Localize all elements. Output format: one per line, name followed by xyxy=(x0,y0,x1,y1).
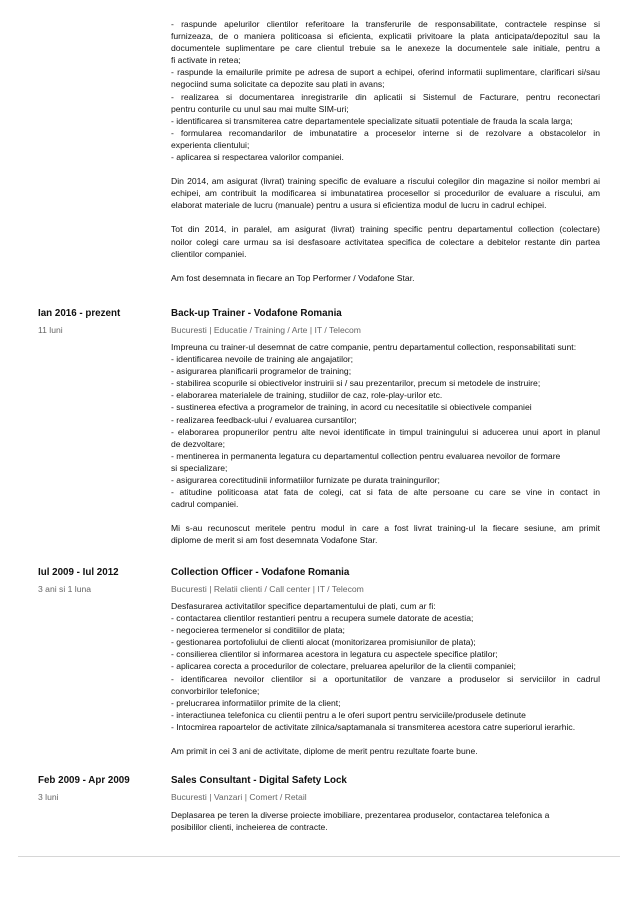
job-line: - elaborarea materialele de training, studiilor de caz, role-play-urilor etc. xyxy=(171,390,443,401)
job-line: Impreuna cu trainer-ul desemnat de catre companie, pentru departamentul collection, responsabilitati sunt: xyxy=(171,342,577,352)
job-period: Feb 2009 - Apr 2009 xyxy=(38,775,130,786)
intro-line: negociind suma solicitate ca depozite sau plati in avans; xyxy=(171,79,385,90)
job-line: cadrul companiei. xyxy=(171,499,239,510)
job-duration: 3 luni xyxy=(38,792,59,802)
job-period: Iul 2009 - Iul 2012 xyxy=(38,567,119,578)
intro-line: - raspunde la emailurile primite pe adresa de suport a echipei, oferind informatii suplimentare, clarificari si/sau xyxy=(171,67,600,78)
job-line: - contactarea clientilor restantieri pentru a recupera sumele datorate de acestia; xyxy=(171,613,474,624)
intro-paragraph-line: Am fost desemnata in fiecare an Top Performer / Vodafone Star. xyxy=(171,272,415,283)
job-line: - asigurarea corectitudinii informatiilor furnizate pe durata trainingurilor; xyxy=(171,475,440,486)
job-meta: Bucuresti | Relatii clienti / Call center | IT / Telecom xyxy=(171,584,364,594)
intro-line: - formularea recomandarilor de imbunatatire a proceselor interne si de rezolvare a obstacolelor in xyxy=(171,127,600,138)
intro-paragraph-line: clientilor companiei. xyxy=(171,248,247,259)
job-line: - identificarea nevoilor clientilor si a oportunitatilor de vanzare a produselor si serviciilor in cadrul xyxy=(171,673,600,684)
intro-line: documentele suplimentare pe care clientul trebuie sa le anexeze la documentele sale initiale, pentru a xyxy=(171,43,600,54)
job-duration: 11 luni xyxy=(38,325,63,335)
job-closing-line: Mi s-au recunoscut meritele pentru modul in care a fost livrat training-ul la fiecare sesiune, am primit xyxy=(171,523,600,534)
job-period-block xyxy=(38,307,163,337)
job-line: - asigurarea planificarii programelor de training; xyxy=(171,366,352,377)
job-line: - aplicarea corecta a procedurilor de colectare, preluarea apelurilor de la clientii companiei; xyxy=(171,661,516,672)
job-header xyxy=(171,774,601,804)
job-line: - identificarea nevoile de training ale angajatilor; xyxy=(171,354,354,365)
job-line: - negocierea termenelor si conditiilor de plata; xyxy=(171,625,345,636)
intro-paragraph-line: elaborat materiale de lucru (manuale) pentru a usura si eficientiza modul de lucru in cadrul echipei. xyxy=(171,200,547,211)
job-line: - Intocmirea rapoartelor de activitate zilnica/saptamanala si transmiterea acestora catre superiorul ierarhic. xyxy=(171,721,576,732)
job-line: posibililor clienti, incheierea de contracte. xyxy=(171,822,328,833)
job-period-block xyxy=(38,566,163,596)
intro-line: - raspunde apelurilor clientilor referitoare la transferurile de responsabilitate, contractele respinse si xyxy=(171,19,600,29)
intro-paragraph-line: Tot din 2014, in paralel, am asigurat (livrat) training specific pentru departamentul collection (colectare) xyxy=(171,224,600,235)
job-closing-line: diplome de merit si am fost desemnata Vodafone Star. xyxy=(171,535,378,546)
job-header xyxy=(171,566,601,596)
job-line: convorbirilor telefonice; xyxy=(171,685,260,696)
job-meta: Bucuresti | Educatie / Training / Arte | IT / Telecom xyxy=(171,325,361,335)
job-title: Sales Consultant - Digital Safety Lock xyxy=(171,775,347,786)
intro-line: pentru conturile cu unul sau mai multe SIM-uri; xyxy=(171,103,349,114)
job-description xyxy=(171,341,600,547)
job-title: Collection Officer - Vodafone Romania xyxy=(171,567,350,578)
job-line: - gestionarea portofoliului de clienti alocat (monitorizarea promisiunilor de plata); xyxy=(171,637,476,648)
job-period-block xyxy=(38,774,163,804)
job-description xyxy=(171,600,600,757)
intro-line: - identificarea si transmiterea catre departamentele specializate situatii potentiale de frauda la scala larga; xyxy=(171,115,573,126)
job-line: - elaborarea propunerilor pentru alte nevoi identificate in timpul trainingului si aducerea unui aport in planul xyxy=(171,426,600,437)
job-line: - atitudine politicoasa atat fata de colegi, cat si fata de alte persoane cu care se vine in contact in xyxy=(171,487,600,498)
intro-line: - aplicarea si respectarea valorilor companiei. xyxy=(171,152,344,163)
intro-paragraph-line: noilor colegi care urmau sa isi desfasoare activitatea specifica de colectare a debitelor restante din partea xyxy=(171,236,600,247)
job-line: - interactiunea telefonica cu clientii pentru a le oferi suport pentru serviciile/produsele detinute xyxy=(171,709,526,720)
job-title: Back-up Trainer - Vodafone Romania xyxy=(171,308,342,319)
job-period: Ian 2016 - prezent xyxy=(38,308,121,319)
job-duration: 3 ani si 1 luna xyxy=(38,584,92,594)
job-meta: Bucuresti | Vanzari | Comert / Retail xyxy=(171,792,307,802)
job-line: Desfasurarea activitatilor specifice departamentului de plati, cum ar fi: xyxy=(171,601,436,611)
job-line: - mentinerea in permanenta legatura cu departamentul collection pentru evaluarea nevoilor de formare xyxy=(171,450,561,461)
job-line: - consilierea clientilor si informarea acestora in legatura cu aspectele specifice platilor; xyxy=(171,649,498,660)
intro-section xyxy=(171,18,600,284)
intro-line: experienta clientului; xyxy=(171,139,250,150)
intro-paragraph-line: echipei, am contribuit la modificarea si imbunatatirea procesellor si procedurilor de evaluare a riscului, am xyxy=(171,188,600,199)
job-line: - sustinerea efectiva a programelor de training, in acord cu necesitatile si obiectivele companiei xyxy=(171,402,532,413)
intro-line: - realizarea si documentarea inregistrarile din aplicatii si Sistemul de Facturare, pentru reconectari xyxy=(171,91,600,102)
job-line: Deplasarea pe teren la diverse proiecte imobiliare, prezentarea produselor, contactarea telefonica a xyxy=(171,810,550,820)
page-divider xyxy=(18,856,620,857)
job-line: - realizarea feedback-ului / evaluarea cursantilor; xyxy=(171,414,357,425)
job-closing-line: Am primit in cei 3 ani de activitate, diplome de merit pentru rezultate foarte bune. xyxy=(171,746,478,757)
intro-line: fi activate in retea; xyxy=(171,55,241,66)
job-description xyxy=(171,809,600,833)
job-line: si specializare; xyxy=(171,462,228,473)
job-line: - prelucrarea informatiilor primite de la client; xyxy=(171,697,341,708)
job-line: - stabilirea scopurile si obiectivelor instruirii si / sau prezentarilor, precum si metodele de instruire; xyxy=(171,378,541,389)
intro-paragraph-line: Din 2014, am asigurat (livrat) training specific de evaluare a riscului colegilor din magazine si noilor membri ai xyxy=(171,176,600,187)
intro-line: furnizeaza, de o maniera politicoasa si eficienta, explicatii privitoare la plata anticipata/depozitul sau la xyxy=(171,31,600,42)
job-line: de dezvoltare; xyxy=(171,438,225,449)
job-header xyxy=(171,307,601,337)
